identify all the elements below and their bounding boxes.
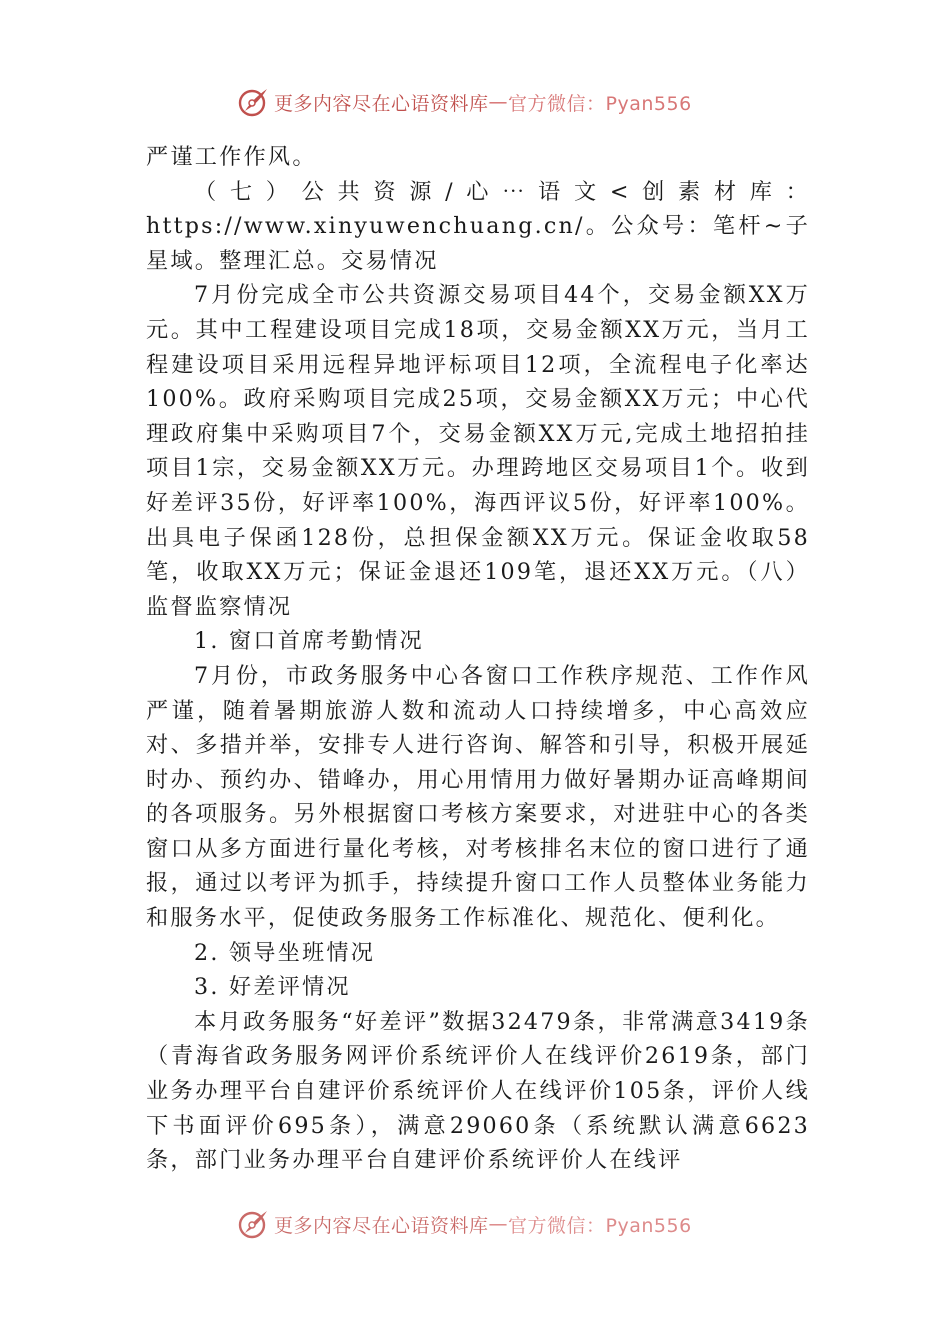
paragraph: 本月政务服务“好差评”数据32479条，非常满意3419条（青海省政务服务网评价系统评价人在线评价2619条，部门业务办理平台自建评价系统评价人在线评价105条，评价人线下书面评价695条），满意29060条（系统默认满意6623条，部门业务办理平台自建评价系统评价人在线评 xyxy=(146,1008,810,1174)
subheading-evaluation: 3. 好差评情况 xyxy=(194,974,351,1001)
paragraph: 严谨工作作风。 xyxy=(146,144,317,170)
paragraph: 7月份，市政务服务中心各窗口工作秩序规范、工作作风严谨，随着暑期旅游人数和流动人口持续增多，中心高效应对、多措并举，安排专人进行咨询、解答和引导，积极开展延时办、预约办、错峰办，用心用情用力做好暑期办证高峰期间的各项服务。另外根据窗口考核方案要求，对进驻中心的各类窗口从多方面进行量化考核，对考核排名末位的窗口进行了通报，通过以考评为抓手，持续提升窗口工作人员整体业务能力和服务水平，促使政务服务工作标准化、规范化、便利化。 xyxy=(146,662,810,932)
watermark-brand: 更多内容尽在心语资料库 xyxy=(274,92,489,115)
paragraph-section-7: （七）公共资源/心⋯语文<创素材库：https://www.xinyuwenchuang.cn/。公众号：笔杆~子星域。整理汇总。交易情况 xyxy=(146,178,810,274)
quill-logo-icon xyxy=(236,85,270,119)
watermark-header xyxy=(236,82,736,122)
subheading-attendance: 1. 窗口首席考勤情况 xyxy=(194,628,424,655)
document-body xyxy=(146,140,810,1178)
watermark-separator: — xyxy=(488,91,509,113)
watermark-wechat: 官方微信：Pyan556 xyxy=(508,92,692,115)
watermark-separator: — xyxy=(488,1213,509,1235)
watermark-wechat: 官方微信：Pyan556 xyxy=(508,1214,692,1237)
watermark-footer xyxy=(236,1204,736,1244)
subheading-leader-duty: 2. 领导坐班情况 xyxy=(194,939,376,966)
quill-logo-icon xyxy=(236,1207,270,1241)
watermark-brand: 更多内容尽在心语资料库 xyxy=(274,1214,489,1237)
paragraph: 7月份完成全市公共资源交易项目44个，交易金额XX万元。其中工程建设项目完成18项，交易金额XX万元，当月工程建设项目采用远程异地评标项目12项，全流程电子化率达100%。政府采购项目完成25项，交易金额XX万元；中心代理政府集中采购项目7个，交易金额XX万元,完成土地招拍挂项目1宗，交易金额XX万元。办理跨地区交易项目1个。收到好差评35份，好评率100%，海西评议5份，好评率100%。出具电子保函128份，总担保金额XX万元。保证金收取58笔，收取XX万元；保证金退还109笔，退还XX万元。（八）监督监察情况 xyxy=(146,282,810,620)
